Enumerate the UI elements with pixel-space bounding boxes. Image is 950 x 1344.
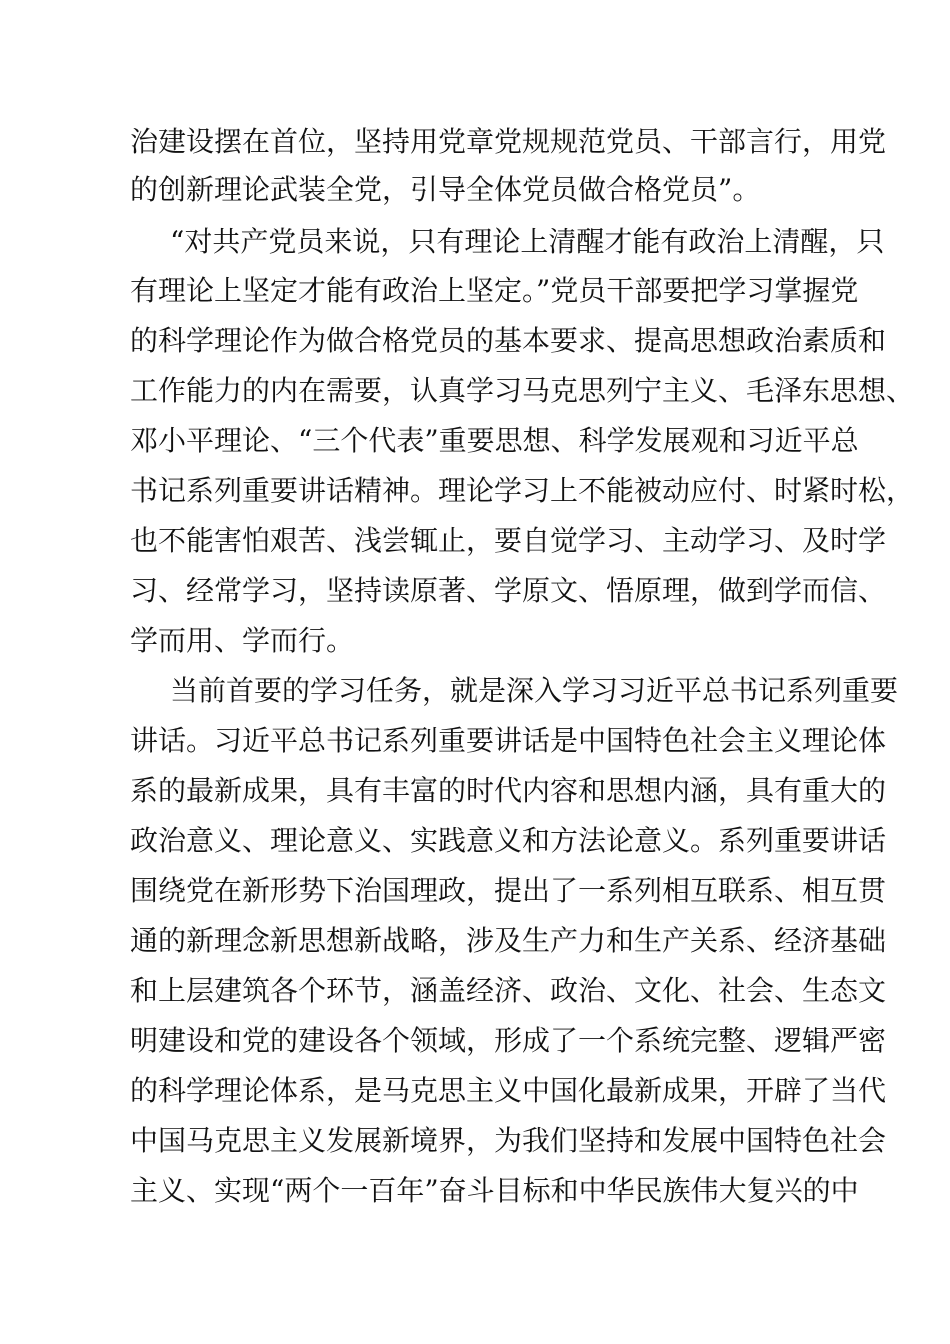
text-line: 治建设摆在首位，坚持用党章党规规范党员、干部言行，用党	[130, 125, 887, 158]
text-line: “对共产党员来说，只有理论上清醒才能有政治上清醒，只	[170, 225, 885, 258]
text-line: 学而用、学而行。	[130, 624, 355, 657]
text-line: 习、经常学习，坚持读原著、学原文、悟原理，做到学而信、	[130, 574, 887, 607]
text-line: 讲话。习近平总书记系列重要讲话是中国特色社会主义理论体	[130, 724, 887, 757]
text-line: 系的最新成果，具有丰富的时代内容和思想内涵，具有重大的	[130, 774, 887, 807]
text-line: 主义、实现“两个一百年”奋斗目标和中华民族伟大复兴的中	[130, 1174, 859, 1207]
text-line: 也不能害怕艰苦、浅尝辄止，要自觉学习、主动学习、及时学	[130, 524, 887, 557]
text-line: 书记系列重要讲话精神。理论学习上不能被动应付、时紧时松，	[130, 474, 915, 507]
text-line: 工作能力的内在需要，认真学习马克思列宁主义、毛泽东思想、	[130, 374, 915, 407]
text-line: 通的新理念新思想新战略，涉及生产力和生产关系、经济基础	[130, 924, 887, 957]
text-line: 的创新理论武装全党，引导全体党员做合格党员”。	[130, 173, 761, 206]
text-line: 围绕党在新形势下治国理政，提出了一系列相互联系、相互贯	[130, 874, 887, 907]
text-line: 邓小平理论、“三个代表”重要思想、科学发展观和习近平总	[130, 424, 859, 457]
text-line: 的科学理论体系，是马克思主义中国化最新成果，开辟了当代	[130, 1074, 887, 1107]
text-line: 明建设和党的建设各个领域，形成了一个系统完整、逻辑严密	[130, 1024, 887, 1057]
text-line: 当前首要的学习任务，就是深入学习习近平总书记系列重要	[170, 674, 899, 707]
text-line: 中国马克思主义发展新境界，为我们坚持和发展中国特色社会	[130, 1124, 887, 1157]
text-line: 和上层建筑各个环节，涵盖经济、政治、文化、社会、生态文	[130, 974, 887, 1007]
text-line: 的科学理论作为做合格党员的基本要求、提高思想政治素质和	[130, 324, 887, 357]
text-line: 政治意义、理论意义、实践意义和方法论意义。系列重要讲话	[130, 824, 887, 857]
text-line: 有理论上坚定才能有政治上坚定。”党员干部要把学习掌握党	[130, 274, 859, 307]
